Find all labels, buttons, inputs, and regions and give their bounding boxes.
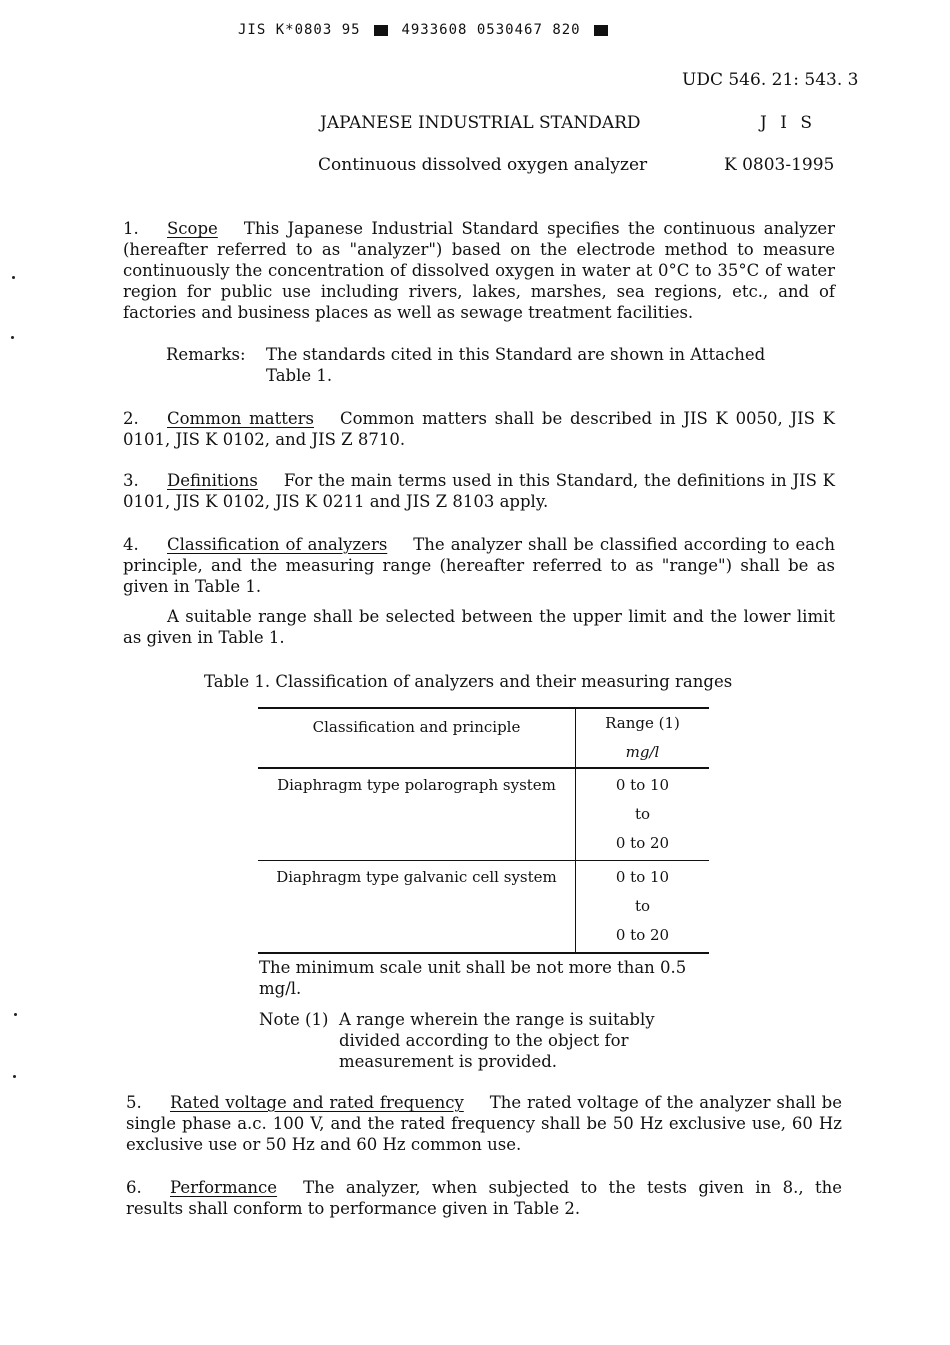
section-heading: Definitions <box>167 471 258 490</box>
document-code-serial: 4933608 0530467 <box>401 22 543 38</box>
table-header-row <box>258 708 709 768</box>
section-number: 6. <box>126 1178 142 1197</box>
section-number: 3. <box>123 471 139 490</box>
section-heading: Performance <box>170 1178 278 1197</box>
section-number: 2. <box>123 409 139 428</box>
section-classification <box>123 534 835 597</box>
document-code: JIS K*0803 95 <box>238 22 361 38</box>
section-text: The analyzer, when subjected to the tests given in 8., the results shall conform to performance given in Table 2. <box>126 1178 842 1218</box>
table-1 <box>258 707 709 954</box>
section-heading: Scope <box>167 219 218 238</box>
principle-cell: Diaphragm type polarograph system <box>258 768 576 861</box>
section-number: 5. <box>126 1093 142 1112</box>
section-text: For the main terms used in this Standard, the definitions in JIS K 0101, JIS K 0102, JIS K 0211 and JIS Z 8103 apply. <box>123 471 835 511</box>
section-classification-paragraph-2: A suitable range shall be selected between the upper limit and the lower limit as given in Table 1. <box>123 607 835 647</box>
jis-label: J I S <box>760 113 816 133</box>
section-heading: Rated voltage and rated frequency <box>170 1093 464 1112</box>
section-definitions <box>123 470 835 512</box>
scan-speck <box>12 276 15 279</box>
range-mid: to <box>634 805 651 823</box>
table-1-caption: Table 1. Classification of analyzers and their measuring ranges <box>204 672 733 691</box>
barcode-block-1 <box>374 25 388 36</box>
principle-cell: Diaphragm type galvanic cell system <box>258 861 576 954</box>
note-label: Note (1) <box>259 1010 329 1029</box>
header-range-unit: mg/l <box>625 743 660 761</box>
scan-speck <box>13 1075 16 1078</box>
header-range-label: Range (1) <box>605 714 680 732</box>
standard-title: JAPANESE INDUSTRIAL STANDARD <box>320 113 641 133</box>
range-to: 0 to 20 <box>615 834 670 852</box>
range-to: 0 to 20 <box>615 926 670 944</box>
section-rated-voltage <box>126 1092 842 1155</box>
standard-subtitle: Continuous dissolved oxygen analyzer <box>318 155 648 175</box>
barcode-block-2 <box>594 25 608 36</box>
section-text: The analyzer shall be classified according to each principle, and the measuring range (hereafter referred to as "range") shall be as given in Table 1. <box>123 535 835 596</box>
section-scope <box>123 218 835 323</box>
scan-speck <box>11 336 14 339</box>
section-number: 4. <box>123 535 139 554</box>
header-classification: Classification and principle <box>258 708 576 768</box>
range-cell <box>576 861 710 954</box>
section-common-matters <box>123 408 835 450</box>
document-code-suffix: 820 <box>552 22 581 38</box>
range-from: 0 to 10 <box>615 868 670 886</box>
table-row <box>258 768 709 861</box>
section-text: This Japanese Industrial Standard specifies the continuous analyzer (hereafter referred to as "analyzer") based on the electrode method to measure continuously the concentration of dissolved oxygen in water at 0°C to 35°C of water region for public use including rivers, lakes, marshes, sea regions, etc., and of factories and business places as well as sewage treatment facilities. <box>123 219 835 322</box>
scan-speck <box>14 1013 17 1016</box>
range-cell <box>576 768 710 861</box>
standard-number: K 0803-1995 <box>724 155 835 175</box>
note-text: A range wherein the range is suitably divided according to the object for measurement is provided. <box>339 1010 655 1071</box>
document-code-header <box>238 20 612 41</box>
remarks-text: The standards cited in this Standard are shown in Attached Table 1. <box>266 345 766 385</box>
table-row <box>258 861 709 954</box>
udc-number: UDC 546. 21: 543. 3 <box>682 70 859 90</box>
remarks-label: Remarks: <box>166 345 246 364</box>
section-text: Common matters shall be described in JIS K 0050, JIS K 0101, JIS K 0102, and JIS Z 8710. <box>123 409 835 449</box>
section-heading: Common matters <box>167 409 314 428</box>
range-mid: to <box>634 897 651 915</box>
section-number: 1. <box>123 219 139 238</box>
min-scale-note: The minimum scale unit shall be not more than 0.5 mg/l. <box>259 958 687 998</box>
section-performance <box>126 1177 842 1219</box>
header-range <box>576 708 710 768</box>
range-from: 0 to 10 <box>615 776 670 794</box>
section-text: The rated voltage of the analyzer shall be single phase a.c. 100 V, and the rated frequency shall be 50 Hz exclusive use, 60 Hz exclusive use or 50 Hz and 60 Hz common use. <box>126 1093 842 1154</box>
section-heading: Classification of analyzers <box>167 535 388 554</box>
